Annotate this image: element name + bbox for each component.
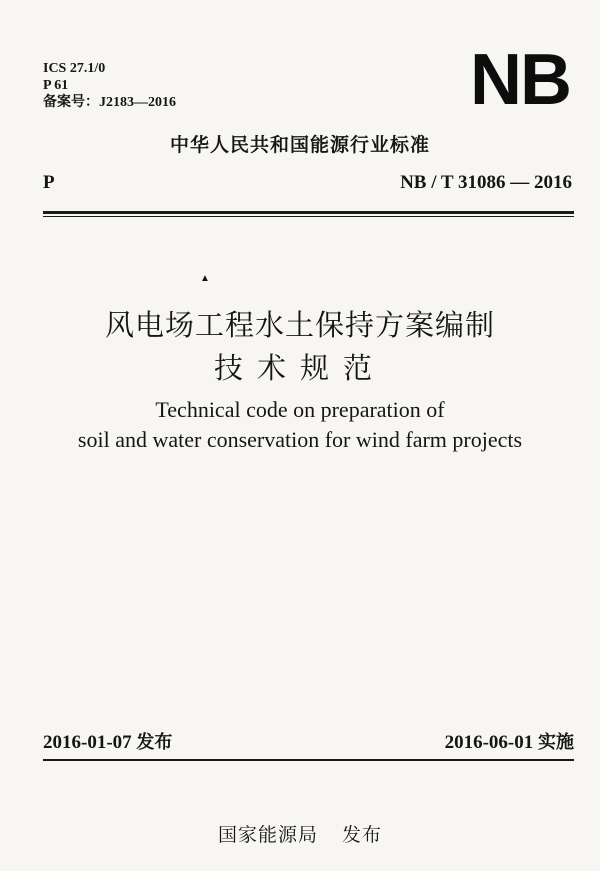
- industry-standard-heading: 中华人民共和国能源行业标准: [169, 134, 430, 156]
- small-mark: ▲: [200, 273, 210, 284]
- issue-date: 2016-01-07: [43, 732, 132, 753]
- top-divider-thin: [43, 216, 574, 217]
- publisher-name: 国家能源局: [217, 824, 318, 846]
- issue-label: 发布: [136, 732, 173, 753]
- top-divider: [43, 211, 574, 214]
- title-english-line1: Technical code on preparation of: [155, 397, 445, 422]
- title-chinese-line2: 技术规范: [213, 351, 386, 385]
- title-english-line2: soil and water conservation for wind farm projects: [77, 427, 523, 452]
- publisher-line: [0, 820, 600, 847]
- ics-code: ICS 27.1/0: [43, 61, 106, 76]
- nb-logo: NB: [470, 40, 570, 120]
- bottom-divider: [43, 759, 574, 761]
- implement-date: 2016-06-01: [444, 732, 534, 753]
- publisher-action: 发布: [342, 824, 383, 846]
- implement-label: 实施: [538, 732, 574, 753]
- issue-date-block: [43, 728, 172, 754]
- title-chinese-line1: 风电场工程水土保持方案编制: [104, 308, 495, 342]
- meta-block: [43, 60, 176, 111]
- standard-code: NB / T 31086 — 2016: [400, 172, 572, 193]
- class-code: P 61: [43, 78, 69, 93]
- category-letter: P: [43, 172, 55, 193]
- implement-date-block: [445, 728, 574, 754]
- record-number: 备案号：J2183—2016: [43, 95, 176, 110]
